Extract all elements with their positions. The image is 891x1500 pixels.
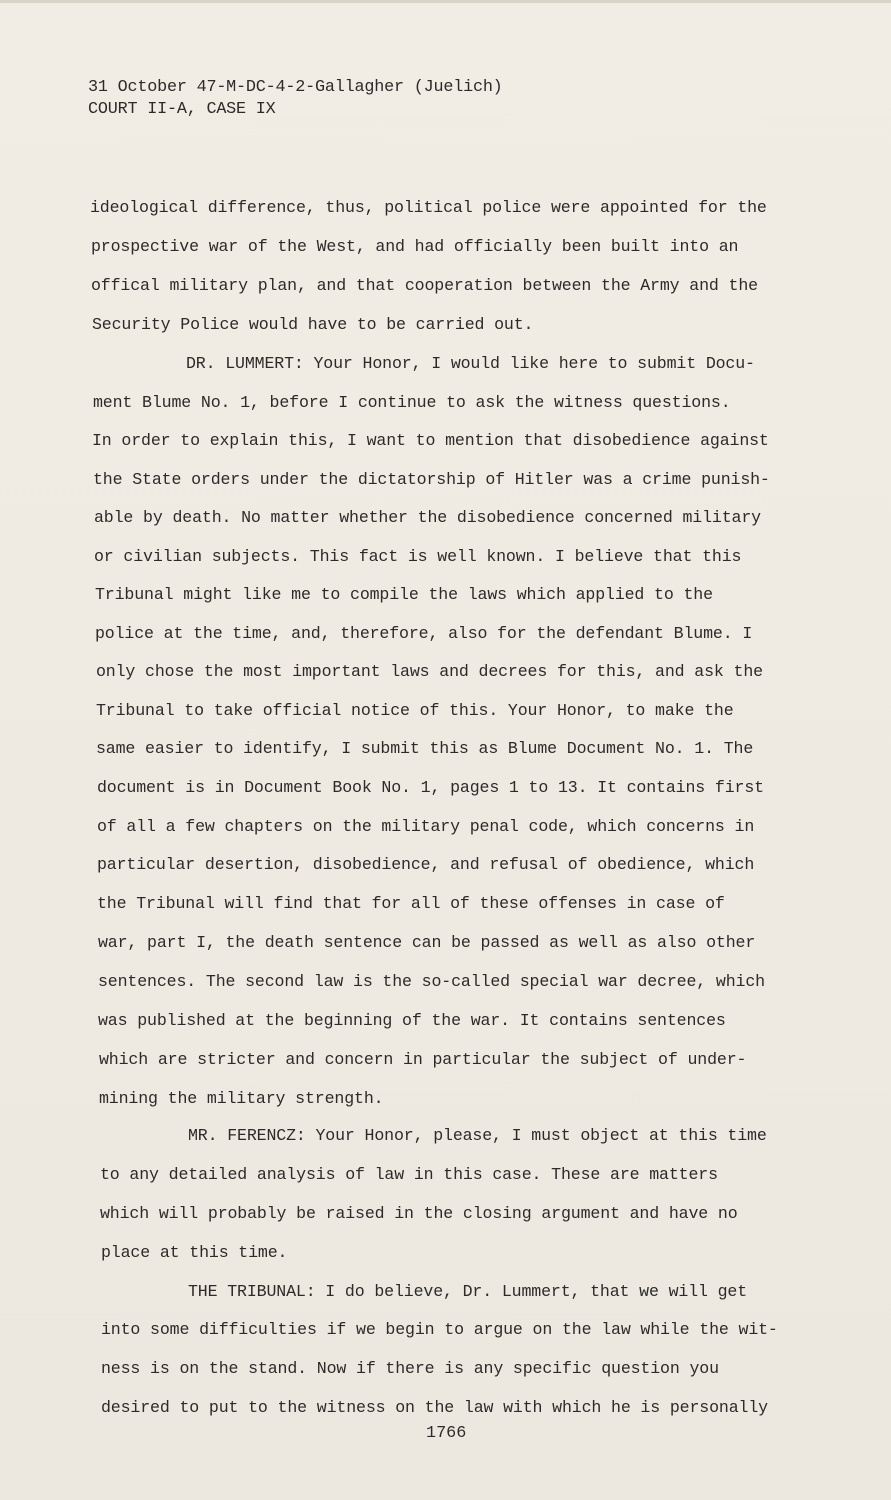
body-line: of all a few chapters on the military penal code, which concerns in xyxy=(97,817,755,836)
body-line: DR. LUMMERT: Your Honor, I would like here to submit Docu- xyxy=(186,354,755,373)
body-line: Security Police would have to be carried out. xyxy=(92,315,534,334)
body-line: same easier to identify, I submit this as Blume Document No. 1. The xyxy=(96,739,754,758)
body-line: MR. FERENCZ: Your Honor, please, I must object at this time xyxy=(188,1126,767,1145)
body-line: only chose the most important laws and decrees for this, and ask the xyxy=(96,662,763,681)
body-line: war, part I, the death sentence can be passed as well as also other xyxy=(98,933,756,952)
body-line: offical military plan, and that cooperation between the Army and the xyxy=(91,276,758,295)
body-line: into some difficulties if we begin to argue on the law while the wit- xyxy=(101,1320,778,1339)
body-line: sentences. The second law is the so-called special war decree, which xyxy=(98,972,765,991)
body-line: was published at the beginning of the war. It contains sentences xyxy=(98,1011,726,1030)
body-line: the Tribunal will find that for all of these offenses in case of xyxy=(97,894,725,913)
body-line: desired to put to the witness on the law with which he is personally xyxy=(101,1398,768,1417)
body-line: ness is on the stand. Now if there is any specific question you xyxy=(101,1359,719,1378)
body-line: the State orders under the dictatorship of Hitler was a crime punish- xyxy=(93,470,770,489)
header-court-case: COURT II-A, CASE IX xyxy=(88,100,276,119)
body-line: Tribunal to take official notice of this. Your Honor, to make the xyxy=(96,701,734,720)
body-line: place at this time. xyxy=(101,1243,288,1262)
body-line: ment Blume No. 1, before I continue to ask the witness questions. xyxy=(93,393,731,412)
body-line: THE TRIBUNAL: I do believe, Dr. Lummert, that we will get xyxy=(188,1282,748,1301)
body-line: ideological difference, thus, political police were appointed for the xyxy=(90,198,767,217)
body-line: Tribunal might like me to compile the laws which applied to the xyxy=(95,585,713,604)
body-line: able by death. No matter whether the disobedience concerned military xyxy=(94,508,761,527)
body-line: or civilian subjects. This fact is well known. I believe that this xyxy=(94,547,742,566)
body-line: particular desertion, disobedience, and refusal of obedience, which xyxy=(97,855,755,874)
header-date-reference: 31 October 47-M-DC-4-2-Gallagher (Juelich) xyxy=(88,78,503,97)
body-line: to any detailed analysis of law in this case. These are matters xyxy=(100,1165,718,1184)
body-line: police at the time, and, therefore, also for the defendant Blume. I xyxy=(95,624,753,643)
page-number: 1766 xyxy=(426,1424,467,1443)
body-line: In order to explain this, I want to mention that disobedience against xyxy=(92,431,769,450)
body-line: mining the military strength. xyxy=(99,1089,384,1108)
body-line: prospective war of the West, and had officially been built into an xyxy=(91,237,739,256)
body-line: which are stricter and concern in particular the subject of under- xyxy=(99,1050,747,1069)
body-line: which will probably be raised in the closing argument and have no xyxy=(100,1204,738,1223)
page-top-edge xyxy=(0,0,891,3)
body-line: document is in Document Book No. 1, pages 1 to 13. It contains first xyxy=(97,778,764,797)
